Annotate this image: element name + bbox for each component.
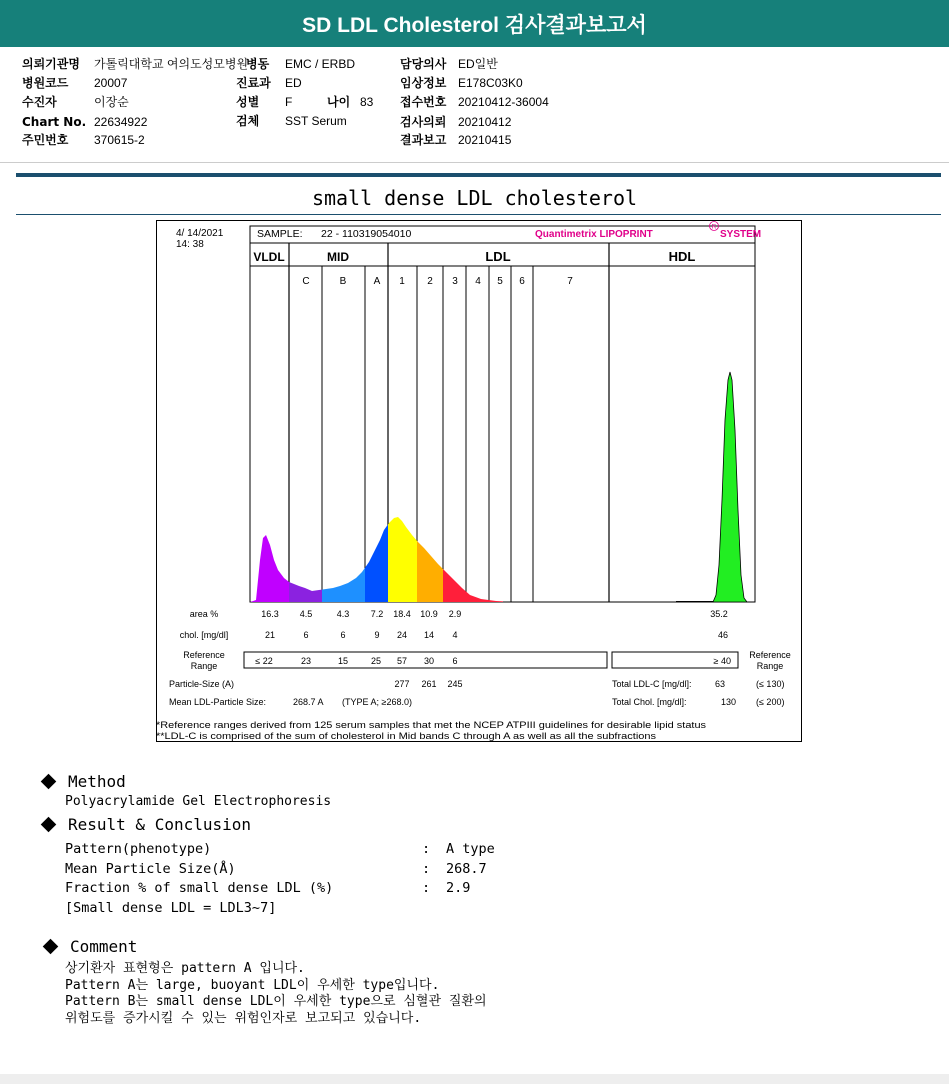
ref-value: 57 [396, 656, 408, 666]
area-value-hdl: 35.2 [710, 609, 728, 619]
band-label-1: 1 [399, 276, 405, 287]
band-label-5: 5 [497, 276, 503, 287]
area-value: 16.3 [261, 609, 279, 619]
chart-time: 14: 38 [176, 239, 204, 250]
result-note: [Small dense LDL = LDL3~7] [65, 900, 277, 916]
mean-size-type: (TYPE A; ≥268.0) [342, 697, 412, 707]
footnote-2: **LDL-C is comprised of the sum of cholesterol in Mid bands C through A as well as all the subfractions [156, 731, 657, 741]
result-date-label: 결과보고 [400, 133, 447, 147]
hdl-ref-value: ≥ 40 [713, 656, 731, 666]
method-heading [40, 772, 126, 791]
dept-label: 진료과 [236, 76, 271, 90]
clinical-value: E178C03K0 [458, 76, 523, 90]
receipt-label: 접수번호 [400, 95, 447, 109]
result-label-pattern: Pattern(phenotype) [65, 841, 212, 857]
ward-value: EMC / ERBD [285, 57, 356, 71]
ref-right-line2: Range [756, 661, 784, 671]
band-label-a: A [373, 276, 381, 287]
chol-value: 21 [264, 630, 276, 640]
chol-value: 4 [452, 630, 458, 640]
band-label-b: B [339, 276, 347, 287]
doctor-value: ED일반 [458, 57, 498, 71]
footer-strip [0, 1074, 949, 1084]
particle-size-value: 245 [447, 679, 463, 689]
specimen-label: 검체 [236, 114, 260, 128]
comment-heading [42, 937, 137, 956]
ref-right-line1: Reference [749, 650, 791, 660]
dept-value: ED [285, 76, 302, 90]
resident-no-label: 주민번호 [22, 133, 69, 147]
ref-value: 25 [370, 656, 382, 666]
result-heading [40, 815, 251, 834]
ref-label-line2: Range [190, 661, 218, 671]
result-value-size: 268.7 [446, 861, 487, 877]
mean-size-label: Mean LDL-Particle Size: [169, 697, 267, 707]
result-heading-text: Result & Conclusion [68, 815, 252, 834]
patient-value: 이장순 [94, 95, 129, 109]
result-separator: : [422, 861, 431, 877]
sex-label: 성별 [236, 95, 260, 109]
area-value: 18.4 [393, 609, 411, 619]
result-label-fraction: Fraction % of small dense LDL (%) [65, 880, 334, 896]
ref-value: 23 [300, 656, 312, 666]
chart-no-value: 22634922 [94, 115, 148, 129]
clinical-label: 임상정보 [400, 76, 447, 90]
sex-value: F [285, 95, 293, 109]
divider-thin [16, 214, 941, 215]
result-date-value: 20210415 [458, 133, 512, 147]
brand-name: Quantimetrix LIPOPRINT [535, 229, 653, 240]
area-value: 10.9 [420, 609, 438, 619]
result-label-size: Mean Particle Size(Å) [65, 861, 236, 877]
total-chol-value: 130 [721, 697, 737, 707]
total-ldl-label: Total LDL-C [mg/dl]: [612, 679, 692, 689]
chol-value: 9 [374, 630, 380, 640]
area-value: 4.5 [299, 609, 313, 619]
group-mid: MID [327, 250, 349, 264]
result-separator: : [422, 880, 431, 896]
band-label-7: 7 [567, 276, 573, 287]
resident-no-value: 370615-2 [94, 133, 145, 147]
ref-value: 15 [337, 656, 349, 666]
ward-label: 병동 [246, 57, 270, 71]
group-vldl: VLDL [253, 250, 285, 264]
hospital-code-label: 병원코드 [22, 76, 69, 90]
sample-label: SAMPLE: [257, 228, 303, 240]
diamond-bullet-icon [41, 774, 57, 790]
divider-thick [16, 173, 941, 177]
chol-value: 6 [303, 630, 309, 640]
area-value: 7.2 [370, 609, 384, 619]
lipoprint-svg [156, 220, 802, 742]
sample-id: 22 - 110319054010 [321, 228, 412, 240]
chol-value: 14 [423, 630, 435, 640]
particle-size-label: Particle-Size (A) [169, 679, 235, 689]
comment-line: Pattern B는 small dense LDL이 우세한 type으로 심혈관 질환의 [65, 994, 487, 1009]
diamond-bullet-icon [43, 939, 59, 955]
area-value: 2.9 [448, 609, 462, 619]
lipoprint-chart [156, 220, 802, 742]
method-heading-text: Method [68, 772, 126, 791]
chart-frame [157, 221, 802, 742]
chol-label: chol. [mg/dl] [179, 630, 229, 640]
total-ldl-ref: (≤ 130) [756, 679, 785, 689]
comment-line: Pattern A는 large, buoyant LDL이 우세한 type입니다. [65, 978, 440, 993]
chol-value-hdl: 46 [717, 630, 729, 640]
institution-label: 의뢰기관명 [22, 57, 80, 71]
report-title: SD LDL Cholesterol 검사결과보고서 [0, 0, 949, 47]
comment-line: 상기환자 표현형은 pattern A 입니다. [65, 961, 305, 976]
brand-suffix: SYSTEM [720, 229, 762, 240]
ref-value: ≤ 22 [255, 656, 273, 666]
age-value: 83 [360, 95, 374, 109]
specimen-value: SST Serum [285, 114, 347, 128]
hospital-code-value: 20007 [94, 76, 128, 90]
ref-value: 30 [423, 656, 435, 666]
diamond-bullet-icon [41, 817, 57, 833]
patient-label: 수진자 [22, 95, 57, 109]
registered-mark-letter: R [711, 223, 717, 231]
doctor-label: 담당의사 [400, 57, 447, 71]
result-value-fraction: 2.9 [446, 880, 471, 896]
area-label: area % [189, 609, 219, 619]
chol-value: 24 [396, 630, 408, 640]
group-ldl: LDL [485, 249, 511, 264]
band-label-2: 2 [427, 276, 433, 287]
comment-heading-text: Comment [70, 937, 138, 956]
particle-size-value: 261 [421, 679, 437, 689]
ref-value: 6 [452, 656, 458, 666]
chart-no-label: Chart No. [22, 115, 87, 129]
receipt-value: 20210412-36004 [458, 95, 549, 109]
request-label: 검사의뢰 [400, 115, 447, 129]
band-label-c: C [302, 276, 310, 287]
mean-size-value: 268.7 A [293, 697, 324, 707]
total-ldl-value: 63 [715, 679, 726, 689]
comment-line: 위험도를 증가시킬 수 있는 위험인자로 보고되고 있습니다. [65, 1011, 422, 1026]
footnote-1: *Reference ranges derived from 125 serum samples that met the NCEP ATPIII guidelines for desirable lipid status [156, 720, 707, 730]
method-text: Polyacrylamide Gel Electrophoresis [65, 794, 332, 809]
result-separator: : [422, 841, 431, 857]
patient-info-grid [0, 50, 949, 163]
result-value-pattern: A type [446, 841, 495, 857]
group-hdl: HDL [668, 249, 696, 264]
total-chol-ref: (≤ 200) [756, 697, 785, 707]
area-value: 4.3 [336, 609, 350, 619]
band-label-6: 6 [519, 276, 525, 287]
total-chol-label: Total Chol. [mg/dl]: [612, 697, 687, 707]
age-label: 나이 [327, 95, 351, 109]
ref-label-line1: Reference [183, 650, 225, 660]
band-label-4: 4 [475, 276, 481, 287]
chart-date: 4/ 14/2021 [176, 228, 224, 239]
section-title: small dense LDL cholesterol [311, 186, 638, 210]
request-value: 20210412 [458, 115, 512, 129]
chol-value: 6 [340, 630, 346, 640]
particle-size-value: 277 [394, 679, 410, 689]
institution-value: 가톨릭대학교 여의도성모병원 [94, 57, 249, 71]
band-label-3: 3 [452, 276, 458, 287]
